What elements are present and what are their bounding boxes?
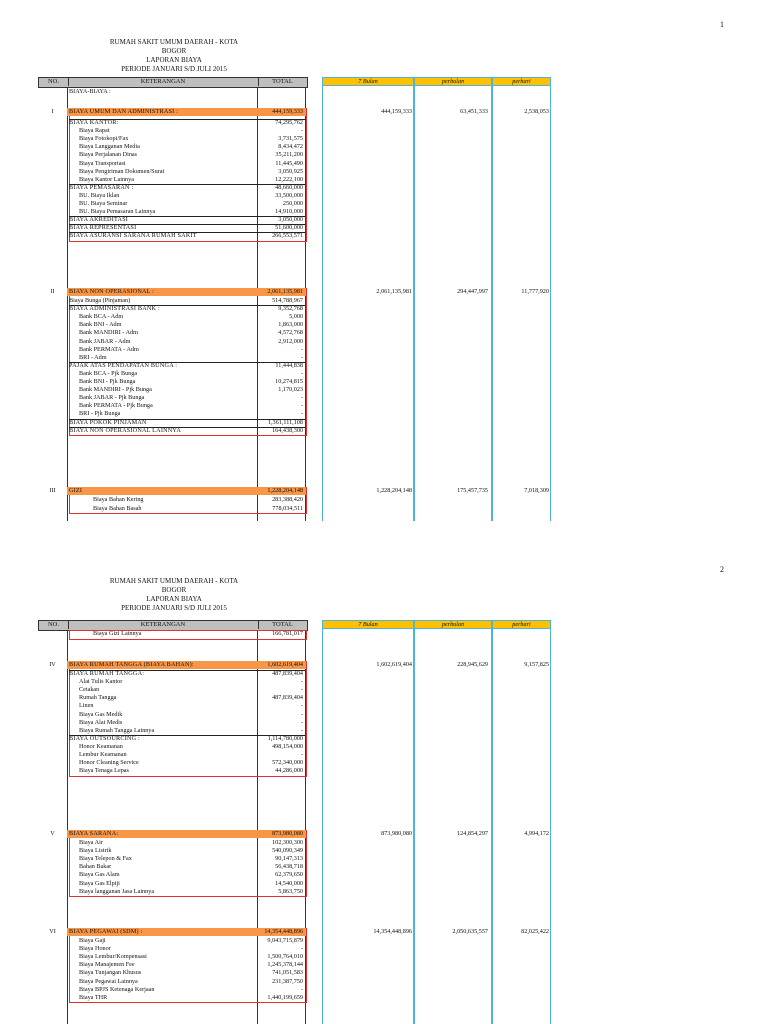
- table-row: [38, 200, 306, 208]
- row-label: Biaya Kantor Lainnya: [79, 175, 134, 183]
- row-label: Biaya Lembur/Kompensasi: [79, 953, 147, 961]
- table-row: [38, 694, 306, 702]
- row-label: Biaya Rumah Tangga Lainnya: [79, 726, 155, 734]
- col-keterangan: KETERANGAN: [68, 621, 259, 629]
- row-total: 2,061,135,981: [267, 288, 303, 295]
- row-label: Honor Keamanan: [79, 742, 123, 750]
- table-row: [38, 402, 306, 410]
- summary-bulan7: 2,061,135,981: [376, 288, 412, 295]
- table-row: [38, 168, 306, 176]
- row-total: 1,440,199,659: [267, 993, 303, 1001]
- row-total: 9,043,715,879: [267, 937, 303, 944]
- table-row: [38, 143, 306, 151]
- report-title: LAPORAN BIAYA: [146, 595, 202, 603]
- table-header: [38, 77, 308, 88]
- row-total: 5,000: [289, 313, 303, 321]
- summary-column: [492, 628, 551, 1024]
- table-row: [38, 346, 306, 354]
- report-period: PERIODE JANUARI S/D JULI 2015: [121, 65, 227, 73]
- row-number: IV: [38, 661, 67, 669]
- page-number: 1: [720, 20, 724, 29]
- row-label: Bahan Bakar: [79, 863, 112, 871]
- row-label: BIAYA-BIAYA :: [69, 88, 111, 95]
- row-label: Biaya Manajemen Fee: [79, 961, 135, 969]
- row-label: Biaya Gas Elpiji: [79, 879, 120, 887]
- row-total: -: [300, 402, 303, 410]
- summary-column: [414, 628, 492, 1024]
- category-row: [38, 830, 306, 838]
- row-total: 14,910,000: [275, 208, 303, 216]
- table-row: [38, 702, 306, 710]
- row-total: 250,000: [282, 200, 303, 207]
- report-header: [100, 38, 248, 74]
- row-label: Biaya Honor: [79, 945, 111, 953]
- row-label: Bank BNI - Pjk Bunga: [79, 378, 136, 385]
- row-total: 164,438,300: [272, 426, 303, 434]
- report-page-2: [0, 560, 768, 1024]
- row-label: Biaya Gas Medik: [79, 710, 123, 718]
- row-total: 11,444,838: [275, 361, 303, 369]
- row-number: I: [38, 108, 67, 116]
- table-row: [38, 735, 306, 743]
- row-total: 572,340,000: [272, 759, 303, 767]
- row-total: 1,114,780,000: [267, 734, 303, 742]
- row-total: 9,352,768: [278, 305, 303, 313]
- row-label: Biaya Transportasi: [79, 159, 126, 167]
- row-total: 1,602,619,404: [267, 661, 303, 668]
- summary-perbulan: 124,854,297: [457, 830, 488, 837]
- table-row: [38, 496, 306, 504]
- row-total: -: [300, 710, 303, 718]
- summary-perhari: 7,018,309: [524, 487, 549, 494]
- summary-bulan7: 444,159,333: [381, 108, 412, 115]
- row-label: Biaya BPJS Ketenaga Kerjaan: [79, 985, 155, 993]
- summary-bulan7: 1,602,619,404: [376, 661, 412, 668]
- category-row: [38, 928, 306, 936]
- table-row: [38, 224, 306, 232]
- row-total: 1,228,204,148: [267, 487, 303, 494]
- category-row: [38, 288, 306, 296]
- table-row: [38, 888, 306, 896]
- row-total: 778,034,511: [272, 504, 303, 512]
- row-label: Biaya Alat Medis: [79, 718, 123, 726]
- row-label: BRI - Pjk Bunga: [79, 410, 121, 418]
- summary-perhari: 9,157,825: [524, 661, 549, 668]
- row-number: II: [38, 288, 67, 296]
- table-row: [38, 880, 306, 888]
- summary-column: [414, 85, 492, 521]
- summary-perhari: 2,538,053: [524, 108, 549, 115]
- table-row: [38, 394, 306, 402]
- table-row: [38, 119, 306, 127]
- table-row: [38, 297, 306, 305]
- table-row: [38, 321, 306, 329]
- table-row: [38, 994, 306, 1002]
- summary-perbulan: 228,945,629: [457, 661, 488, 668]
- row-total: -: [300, 985, 303, 993]
- row-label: Bank BNI - Adm: [79, 321, 122, 329]
- row-label: BIAYA NON OPERASIONAL :: [69, 288, 155, 295]
- row-label: Biaya Gaji: [79, 937, 106, 944]
- row-label: Biaya Gizi Lainnya: [93, 630, 142, 637]
- row-total: 3,050,925: [278, 167, 303, 175]
- report-title: LAPORAN BIAYA: [146, 56, 202, 64]
- row-label: BIAYA REPRESENTASI: [69, 224, 137, 232]
- table-row: [38, 986, 306, 994]
- row-total: 90,147,313: [275, 855, 303, 863]
- row-label: Biaya THR: [79, 993, 108, 1001]
- table-row: [38, 863, 306, 871]
- summary-perbulan: 2,050,635,557: [452, 928, 488, 935]
- row-number: VI: [38, 928, 67, 936]
- row-total: -: [300, 353, 303, 361]
- table-row: [38, 216, 306, 224]
- row-label: BIAYA PEGAWAI (SDM) :: [69, 928, 143, 935]
- table-row: [38, 937, 306, 945]
- row-number: III: [38, 487, 67, 495]
- row-number: V: [38, 830, 67, 838]
- table-row: [38, 751, 306, 759]
- row-label: Bank PERMATA - Adm: [79, 345, 139, 353]
- report-header: [100, 577, 248, 613]
- summary-column: [322, 85, 414, 521]
- summary-perhari: 11,777,920: [521, 288, 549, 295]
- table-row: [38, 855, 306, 863]
- row-label: Biaya Gas Alam: [79, 871, 120, 879]
- table-row: [38, 727, 306, 735]
- table-row: [38, 978, 306, 986]
- table-row: [38, 686, 306, 694]
- table-row: [38, 945, 306, 953]
- row-total: 48,660,000: [275, 183, 303, 191]
- table-row: [38, 176, 306, 184]
- table-row: [38, 839, 306, 847]
- row-total: 514,788,967: [272, 297, 303, 304]
- row-total: 166,781,017: [272, 630, 303, 637]
- row-label: BIAYA KANTOR:: [69, 119, 119, 126]
- table-row: [38, 670, 306, 678]
- row-label: Biaya Pengiriman Dokumen/Surat: [79, 167, 165, 175]
- table-row: [38, 961, 306, 969]
- row-total: 62,379,650: [275, 871, 303, 879]
- col-no: NO.: [39, 78, 69, 86]
- row-label: Biaya Langganan Media: [79, 143, 140, 151]
- category-row: [38, 661, 306, 669]
- table-row: [38, 151, 306, 159]
- row-total: 1,500,764,010: [267, 953, 303, 961]
- col-no: NO.: [39, 621, 69, 629]
- row-label: Bank MANDIRI - Adm: [79, 329, 138, 337]
- row-label: Bank MANDIRI - Pjk Bunga: [79, 386, 152, 394]
- table-row: [38, 329, 306, 337]
- table-row: [38, 427, 306, 435]
- row-label: Alat Tulis Kantor: [79, 678, 123, 686]
- table-row: [38, 386, 306, 394]
- table-row: [38, 871, 306, 879]
- row-total: 14,354,448,896: [264, 928, 303, 935]
- row-label: BIAYA NON OPERASIONAL LAINNYA: [69, 426, 182, 434]
- table-row: [38, 88, 306, 96]
- row-total: 12,222,100: [275, 175, 303, 183]
- row-label: BIAYA POKOK PINJAMAN: [69, 418, 147, 426]
- row-total: 33,500,000: [275, 191, 303, 199]
- table-row: [38, 232, 306, 240]
- table-row: [38, 711, 306, 719]
- table-row: [38, 354, 306, 362]
- table-row: [38, 743, 306, 751]
- row-label: BIAYA OUTSOURCING :: [69, 734, 140, 742]
- row-total: 487,839,404: [272, 694, 303, 702]
- row-label: Biaya Tunjangan Khusus: [79, 969, 142, 977]
- row-total: 14,540,000: [275, 879, 303, 887]
- row-label: Lembur Keamanan: [79, 751, 127, 758]
- row-label: Biaya Tenaga Lepas: [79, 767, 129, 775]
- summary-column: [322, 628, 414, 1024]
- col-total: TOTAL: [272, 621, 293, 628]
- row-total: -: [300, 945, 303, 953]
- table-row: [38, 192, 306, 200]
- row-total: -: [300, 726, 303, 734]
- row-total: 266,553,571: [272, 232, 303, 240]
- summary-bulan7: 14,354,448,896: [373, 928, 412, 935]
- row-total: 231,387,750: [272, 977, 303, 985]
- row-label: Linen: [79, 702, 94, 710]
- row-label: BIAYA UMUM DAN ADMINISTRASI :: [69, 108, 179, 115]
- row-label: Bank JABAR - Pjk Bunga: [79, 394, 145, 402]
- row-total: -: [300, 410, 303, 418]
- category-row: [38, 108, 306, 116]
- table-row: [38, 370, 306, 378]
- col-perhari: perhari: [492, 77, 551, 86]
- row-total: 4,572,768: [278, 329, 303, 337]
- row-label: Bank BCA - Pjk Bunga: [79, 369, 138, 377]
- row-total: 1,863,000: [278, 321, 303, 329]
- col-perbulan: perbulan: [414, 77, 492, 86]
- row-total: -: [300, 678, 303, 686]
- row-total: 741,051,583: [272, 969, 303, 977]
- summary-perbulan: 63,451,333: [460, 108, 488, 115]
- summary-perhari: 4,994,172: [524, 830, 549, 837]
- page-number: 2: [720, 565, 724, 574]
- row-label: Biaya Fotokopi/Fax: [79, 135, 129, 143]
- row-total: -: [300, 127, 303, 135]
- row-total: 873,980,080: [272, 830, 303, 837]
- row-total: 35,211,200: [275, 151, 303, 159]
- col-total: TOTAL: [272, 78, 293, 85]
- row-total: 1,245,378,144: [267, 961, 303, 969]
- table-row: [38, 630, 306, 638]
- summary-bulan7: 1,228,204,148: [376, 487, 412, 494]
- table-row: [38, 127, 306, 135]
- row-total: -: [300, 369, 303, 377]
- row-total: 74,295,762: [275, 119, 303, 126]
- row-total: 5,863,750: [278, 887, 303, 895]
- row-total: 10,274,815: [275, 378, 303, 385]
- summary-perbulan: 175,457,735: [457, 487, 488, 494]
- row-total: 51,600,000: [275, 224, 303, 232]
- hospital-name: RUMAH SAKIT UMUM DAERAH - KOTA BOGOR: [109, 577, 239, 594]
- summary-perhari: 82,025,422: [521, 928, 549, 935]
- col-perbulan: perbulan: [414, 620, 492, 629]
- table-row: [38, 953, 306, 961]
- row-label: BRI - Adm: [79, 353, 107, 361]
- col-7-bulan: 7 Bulan: [322, 77, 414, 86]
- row-total: 540,090,349: [272, 847, 303, 855]
- summary-bulan7: 873,980,080: [381, 830, 412, 837]
- summary-perbulan: 294,447,997: [457, 288, 488, 295]
- row-label: BIAYA PEMASARAN :: [69, 183, 134, 191]
- category-row: [38, 487, 306, 495]
- row-label: BU. Biaya Iklan: [79, 191, 120, 199]
- hospital-name: RUMAH SAKIT UMUM DAERAH - KOTA BOGOR: [109, 38, 239, 55]
- row-label: Biaya Telepon & Fax: [79, 855, 132, 863]
- row-total: 44,286,000: [275, 767, 303, 775]
- table-row: [38, 338, 306, 346]
- row-total: 3,731,575: [278, 135, 303, 143]
- table-row: [38, 759, 306, 767]
- summary-column: [492, 85, 551, 521]
- row-label: Biaya Bahan Kering: [93, 496, 144, 503]
- row-label: Bank JABAR - Adm: [79, 337, 131, 345]
- row-label: Biaya Listrik: [79, 847, 112, 855]
- row-total: 2,912,000: [278, 337, 303, 345]
- row-label: PAJAK ATAS PENDAPATAN BUNGA :: [69, 361, 178, 369]
- row-label: BIAYA ADMINISTRASI BANK :: [69, 305, 160, 313]
- row-total: 102,300,300: [272, 839, 303, 846]
- row-total: -: [300, 702, 303, 710]
- row-label: BIAYA RUMAH TANGGA:: [69, 670, 145, 677]
- row-label: Bank BCA - Adm: [79, 313, 124, 321]
- row-total: 444,159,333: [272, 108, 303, 115]
- row-total: 1,170,023: [278, 386, 303, 394]
- row-label: Bank PERMATA - Pjk Bunga: [79, 402, 153, 410]
- table-row: [38, 362, 306, 370]
- row-label: Biaya Pegawai Lainnya: [79, 977, 138, 985]
- col-keterangan: KETERANGAN: [68, 78, 259, 86]
- table-row: [38, 767, 306, 775]
- row-label: Biaya Bahan Basah: [93, 504, 142, 512]
- table-row: [38, 305, 306, 313]
- row-total: 3,050,000: [278, 216, 303, 224]
- col-7-bulan: 7 Bulan: [322, 620, 414, 629]
- row-label: Biaya Perjalanan Dinas: [79, 151, 138, 159]
- table-row: [38, 719, 306, 727]
- report-period: PERIODE JANUARI S/D JULI 2015: [121, 604, 227, 612]
- row-total: -: [300, 345, 303, 353]
- table-row: [38, 135, 306, 143]
- row-label: Rumah Tangga: [79, 694, 117, 702]
- table-row: [38, 208, 306, 216]
- row-total: 56,438,718: [275, 863, 303, 871]
- row-total: -: [300, 718, 303, 726]
- row-total: 498,154,000: [272, 742, 303, 750]
- row-label: BIAYA AKREDITASI: [69, 216, 129, 224]
- row-label: Cetakan: [79, 686, 100, 694]
- row-label: Biaya Rapat: [79, 127, 110, 135]
- row-label: GIZI: [69, 487, 83, 494]
- row-total: -: [300, 751, 303, 758]
- table-row: [38, 505, 306, 513]
- row-label: Biaya Air: [79, 839, 103, 846]
- table-row: [38, 847, 306, 855]
- row-total: -: [300, 686, 303, 694]
- row-label: Biaya Bunga (Pinjaman): [69, 297, 131, 304]
- row-total: 11,445,490: [275, 159, 303, 167]
- row-label: Biaya langganan Jasa Lainnya: [79, 887, 155, 895]
- table-row: [38, 160, 306, 168]
- table-row: [38, 184, 306, 192]
- table-row: [38, 313, 306, 321]
- row-total: 1,361,111,108: [267, 418, 303, 426]
- table-row: [38, 378, 306, 386]
- row-label: BIAYA ASURANSI SARANA RUMAH SAKIT: [69, 232, 197, 240]
- table-row: [38, 678, 306, 686]
- table-row: [38, 410, 306, 418]
- row-total: -: [300, 394, 303, 402]
- row-total: 487,839,404: [272, 670, 303, 677]
- table-row: [38, 969, 306, 977]
- row-label: BU. Biaya Seminar: [79, 200, 128, 207]
- row-total: 283,388,420: [272, 496, 303, 503]
- row-label: BIAYA RUMAH TANGGA (BIAYA BAHAN):: [69, 661, 194, 668]
- col-perhari: perhari: [492, 620, 551, 629]
- row-label: Honor Cleaning Service: [79, 759, 139, 767]
- row-label: BIAYA SARANA:: [69, 830, 119, 837]
- table-row: [38, 419, 306, 427]
- row-total: 8,434,472: [278, 143, 303, 151]
- row-label: BU. Biaya Pemasaran Lainnya: [79, 208, 156, 216]
